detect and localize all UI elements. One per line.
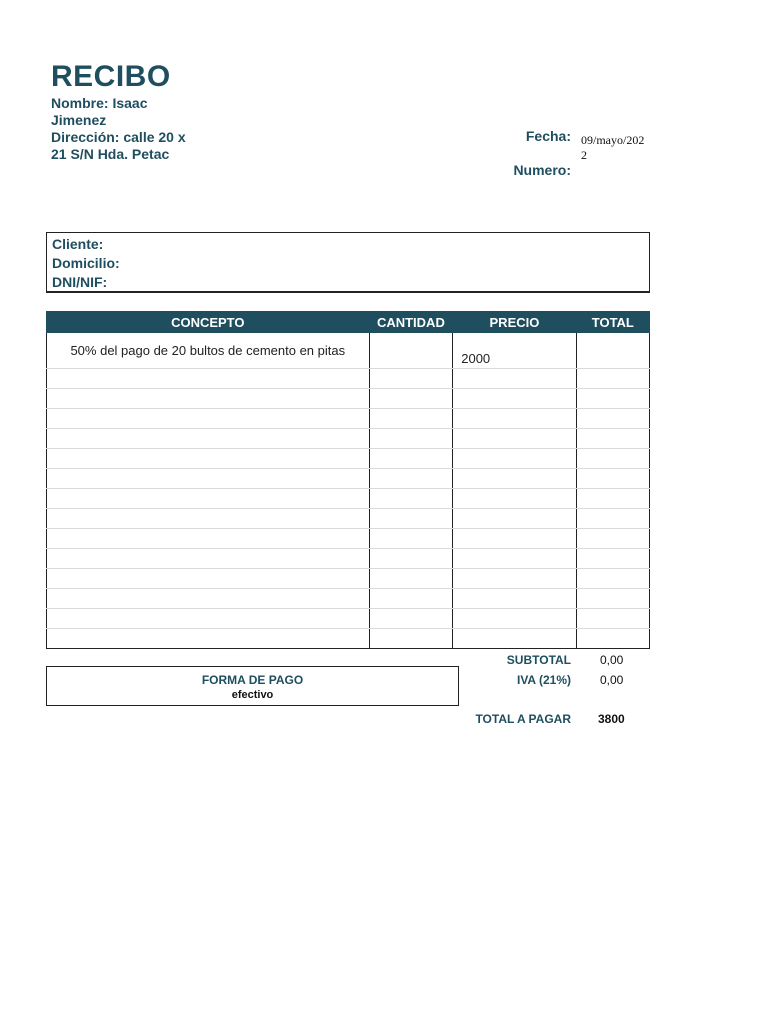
receipt-title: RECIBO <box>51 60 171 93</box>
empty-cell <box>576 389 649 409</box>
empty-cell <box>576 469 649 489</box>
empty-cell <box>369 589 453 609</box>
empty-cell <box>369 409 453 429</box>
cell-precio: 2000 <box>453 333 576 369</box>
cell-concepto: 50% del pago de 20 bultos de cemento en pitas <box>47 333 370 369</box>
empty-cell <box>453 469 576 489</box>
total-value: 3800 <box>598 712 625 726</box>
empty-cell <box>369 609 453 629</box>
empty-cell <box>47 489 370 509</box>
table-row <box>47 333 650 369</box>
empty-cell <box>47 609 370 629</box>
empty-cell <box>47 589 370 609</box>
empty-cell <box>47 429 370 449</box>
empty-cell <box>453 489 576 509</box>
issuer-info <box>51 95 221 163</box>
header-total: TOTAL <box>576 312 649 333</box>
iva-label: IVA (21%) <box>516 673 571 687</box>
empty-cell <box>369 489 453 509</box>
issuer-name-line1: Nombre: Isaac <box>51 95 148 111</box>
numero-label: Numero: <box>513 162 571 178</box>
table-row-empty <box>47 449 650 469</box>
empty-cell <box>453 569 576 589</box>
empty-cell <box>369 569 453 589</box>
empty-cell <box>576 449 649 469</box>
empty-cell <box>369 449 453 469</box>
empty-cell <box>369 429 453 449</box>
table-row-empty <box>47 489 650 509</box>
empty-cell <box>453 529 576 549</box>
empty-cell <box>576 629 649 649</box>
empty-cell <box>369 549 453 569</box>
empty-cell <box>576 429 649 449</box>
empty-cell <box>576 369 649 389</box>
empty-cell <box>576 409 649 429</box>
empty-cell <box>453 589 576 609</box>
empty-cell <box>369 389 453 409</box>
table-row-empty <box>47 429 650 449</box>
empty-cell <box>576 489 649 509</box>
items-header-row <box>47 312 650 333</box>
table-row-empty <box>47 509 650 529</box>
empty-cell <box>47 629 370 649</box>
empty-cell <box>47 469 370 489</box>
empty-cell <box>453 609 576 629</box>
issuer-address-line1: Dirección: calle 20 x <box>51 129 186 145</box>
cliente-label: Cliente: <box>52 236 104 252</box>
table-row-empty <box>47 529 650 549</box>
payment-box <box>46 666 459 706</box>
dni-label: DNI/NIF: <box>52 274 108 290</box>
empty-cell <box>453 369 576 389</box>
table-row-empty <box>47 409 650 429</box>
items-table <box>46 311 650 649</box>
empty-cell <box>453 629 576 649</box>
client-box <box>46 232 650 293</box>
empty-cell <box>576 509 649 529</box>
fecha-label: Fecha: <box>525 128 571 144</box>
empty-cell <box>453 549 576 569</box>
cell-total <box>576 333 649 369</box>
domicilio-label: Domicilio: <box>52 255 120 271</box>
empty-cell <box>47 569 370 589</box>
empty-cell <box>47 529 370 549</box>
empty-cell <box>47 369 370 389</box>
iva-value: 0,00 <box>600 673 624 687</box>
total-label: TOTAL A PAGAR <box>475 712 571 726</box>
empty-cell <box>453 509 576 529</box>
empty-cell <box>47 549 370 569</box>
table-row-empty <box>47 369 650 389</box>
empty-cell <box>453 389 576 409</box>
subtotal-value: 0,00 <box>600 653 624 667</box>
subtotal-label: SUBTOTAL <box>506 653 571 667</box>
empty-cell <box>369 629 453 649</box>
empty-cell <box>369 469 453 489</box>
empty-cell <box>47 389 370 409</box>
empty-cell <box>47 409 370 429</box>
empty-cell <box>453 429 576 449</box>
issuer-address-line2: 21 S/N Hda. Petac <box>51 146 170 162</box>
issuer-name-line2: Jimenez <box>51 112 107 128</box>
empty-cell <box>576 569 649 589</box>
cell-cantidad <box>369 333 453 369</box>
table-row-empty <box>47 609 650 629</box>
empty-cell <box>576 529 649 549</box>
payment-title: FORMA DE PAGO <box>201 673 304 687</box>
empty-cell <box>576 549 649 569</box>
table-row-empty <box>47 469 650 489</box>
empty-cell <box>369 369 453 389</box>
empty-cell <box>576 609 649 629</box>
empty-cell <box>47 449 370 469</box>
table-row-empty <box>47 389 650 409</box>
header-precio: PRECIO <box>453 312 576 333</box>
empty-cell <box>453 449 576 469</box>
empty-cell <box>453 409 576 429</box>
empty-cell <box>369 509 453 529</box>
empty-cell <box>576 589 649 609</box>
table-row-empty <box>47 569 650 589</box>
payment-value: efectivo <box>231 689 274 701</box>
empty-cell <box>47 509 370 529</box>
table-row-empty <box>47 549 650 569</box>
fecha-value: 09/mayo/2022 <box>581 133 645 162</box>
table-row-empty <box>47 629 650 649</box>
header-cantidad: CANTIDAD <box>369 312 453 333</box>
header-concepto: CONCEPTO <box>47 312 370 333</box>
table-row-empty <box>47 589 650 609</box>
empty-cell <box>369 529 453 549</box>
